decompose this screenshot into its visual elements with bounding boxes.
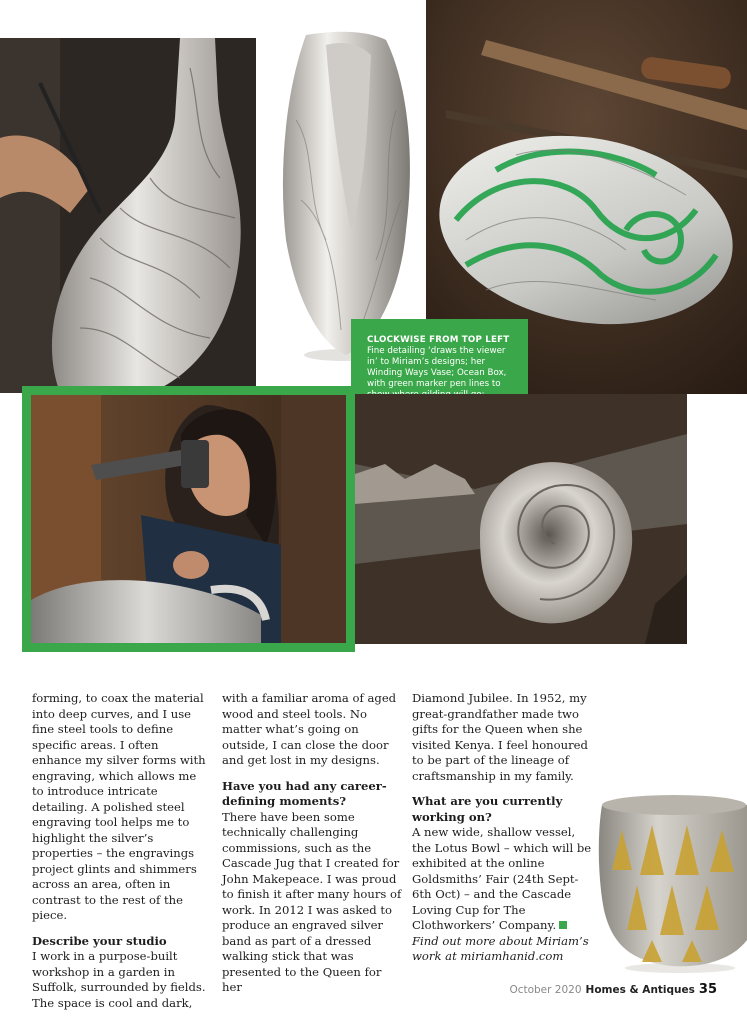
article-column-1 bbox=[32, 691, 208, 1011]
end-of-article-icon bbox=[559, 921, 567, 929]
photo-whirlpool-bowl bbox=[355, 394, 687, 644]
question-heading-studio: Describe your studio bbox=[32, 933, 167, 948]
page-footer bbox=[509, 982, 717, 997]
issue-date: October 2020 bbox=[509, 984, 582, 996]
article-column-2 bbox=[222, 691, 402, 996]
photo-chasing-cascade-jug bbox=[31, 395, 346, 643]
website-credit: Find out more about Miriam’s work at miriamhanid.com bbox=[412, 933, 589, 963]
article-paragraph: with a familiar aroma of aged wood and steel tools. No matter what’s going on outside, I can close the door and get lost in my designs. bbox=[222, 691, 397, 767]
article-paragraph: There have been some technically challenging commissions, such as the Cascade Jug that I created for John Makepeace. I was proud to finish it after many hours of work. In 2012 I was asked to produce an engraved silver band as part of a dressed walking stick that was presented to the Queen for her bbox=[222, 809, 402, 994]
article-paragraph bbox=[412, 825, 592, 934]
question-heading-current: What are you currently working on? bbox=[412, 794, 563, 824]
question-heading-career: Have you had any career-defining moments? bbox=[222, 778, 387, 808]
magazine-name: Homes & Antiques bbox=[585, 984, 695, 996]
caption-body: Fine detailing ‘draws the viewer in’ to Miriam’s designs; her Winding Ways Vase; Ocean Box, with green marker pen lines to bbox=[367, 345, 507, 389]
article-paragraph-text: A new wide, shallow vessel, the Lotus Bowl – which will be exhibited at the online Goldsmiths’ Fair (24th Sept-6th Oct) – and the Cascade Loving Cup for The Clothworkers’ Company. bbox=[412, 825, 592, 932]
article-paragraph: forming, to coax the material into deep curves, and I use fine steel tools to define specific areas. I often enhance my silver forms with engraving, which allows me to introduce intricate detailing. A polished steel engraving tool helps me to highlight the silver’s properties – the engravings project glints and shimmers across an area, often in contrast to the rest of the piece. bbox=[32, 691, 206, 922]
article-paragraph: I work in a purpose-built workshop in a garden in Suffolk, surrounded by fields. The space is cool and dark, bbox=[32, 949, 206, 1010]
article-paragraph: Diamond Jubilee. In 1952, my great-grandfather made two gifts for the Queen when she visited Kenya. I feel honoured to be part of the lineage of craftsmanship in my family. bbox=[412, 691, 588, 783]
article-column-3 bbox=[412, 691, 592, 965]
page-number: 35 bbox=[698, 982, 717, 997]
caption-heading: CLOCKWISE FROM TOP LEFT bbox=[367, 335, 510, 345]
photo-engraving bbox=[0, 38, 256, 393]
photo-zephyrs-breath-bowl bbox=[592, 790, 747, 975]
